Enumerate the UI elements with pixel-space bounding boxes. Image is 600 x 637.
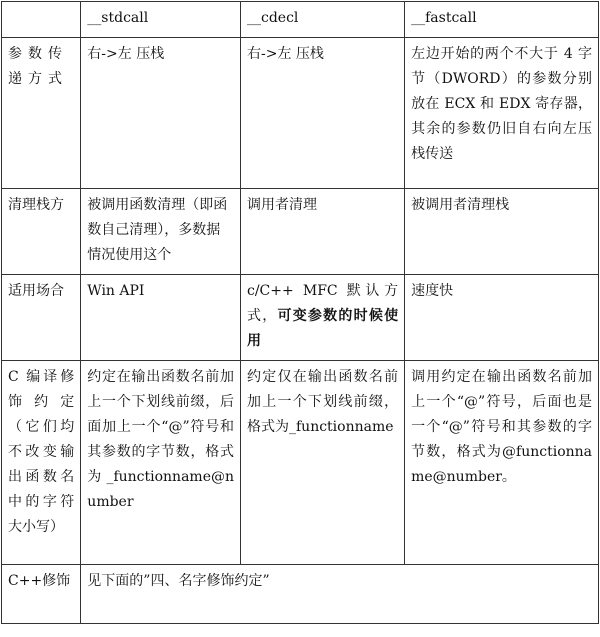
stdcall-stack-cleanup: 被调用函数清理（即函数自己清理），多数据情况使用这个 [81,189,241,275]
stdcall-param-passing: 右->左 压栈 [81,38,241,189]
table-row [2,275,599,361]
cdecl-use-case-variadic: 可变参数的时候使用 [247,308,399,349]
row-label-param-passing: 参数传递方式 [2,38,81,189]
table-row [2,189,599,275]
cdecl-use-case-default: c/C++ MFC 默认方式， [247,283,399,324]
header-empty [2,2,81,38]
table-row [2,38,599,189]
row-label-cpp-decoration: C++修饰 [2,565,81,624]
header-fastcall: __fastcall [405,2,599,38]
stdcall-c-decoration: 约定在输出函数名前加上一个下划线前缀，后面加上一个“@”符号和其参数的字节数，格式为_functionname@number [81,361,241,565]
cdecl-c-decoration: 约定仅在输出函数名前加上一个下划线前缀，格式为_functionname [241,361,405,565]
fastcall-stack-cleanup: 被调用者清理栈 [405,189,599,275]
header-cdecl: __cdecl [241,2,405,38]
cdecl-param-passing: 右->左 压栈 [241,38,405,189]
stdcall-use-case: Win API [81,275,241,361]
header-row [2,2,599,38]
row-label-c-decoration: C 编译修饰约定（它们均不改变输出函数名中的字符大小写） [2,361,81,565]
fastcall-c-decoration: 调用约定在输出函数名前加上一个“@”符号，后面也是一个“@”符号和其参数的字节数，格式为@functionname@number。 [405,361,599,565]
row-label-use-case: 适用场合 [2,275,81,361]
calling-convention-table [1,1,599,624]
table-row [2,565,599,624]
table-row [2,361,599,565]
cdecl-use-case [241,275,405,361]
row-label-stack-cleanup: 清理栈方 [2,189,81,275]
header-stdcall: __stdcall [81,2,241,38]
cpp-decoration-note: 见下面的”四、名字修饰约定” [81,565,599,624]
fastcall-param-passing: 左边开始的两个不大于 4 字节（DWORD）的参数分别放在 ECX 和 EDX 寄存器，其余的参数仍旧自右向左压栈传送 [405,38,599,189]
fastcall-use-case: 速度快 [405,275,599,361]
cdecl-stack-cleanup: 调用者清理 [241,189,405,275]
